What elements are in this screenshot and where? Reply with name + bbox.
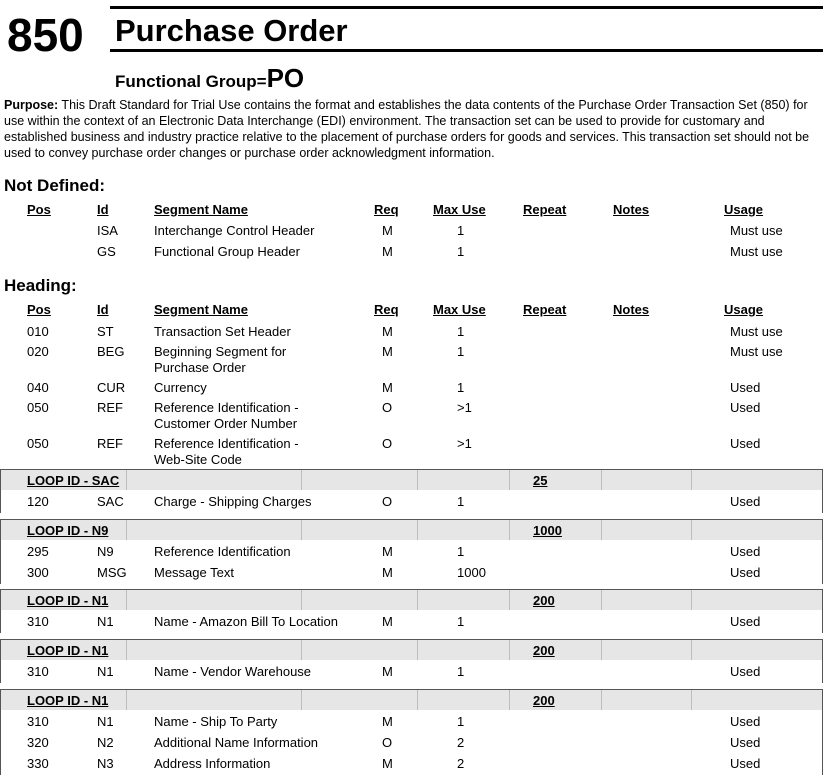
segment-name: Address Information	[154, 756, 271, 771]
segment-name: Reference Identification - Web-Site Code	[154, 436, 299, 467]
segment-pos: 020	[27, 344, 49, 359]
loop-column-divider	[601, 470, 602, 490]
segment-req: M	[382, 714, 393, 729]
loop-column-divider	[691, 590, 692, 610]
segment-req: M	[382, 344, 393, 359]
segment-usage: Used	[730, 494, 761, 509]
segment-name: Interchange Control Header	[154, 223, 315, 238]
segment-req: O	[382, 494, 393, 509]
segment-id: N3	[97, 756, 114, 771]
loop-body	[1, 660, 822, 683]
segment-usage: Must use	[730, 223, 783, 238]
segment-max-use: 1	[457, 664, 465, 679]
segment-id: N9	[97, 544, 114, 559]
loop-column-divider	[417, 470, 418, 490]
functional-group-label: Functional Group=	[115, 72, 267, 91]
segment-usage: Used	[730, 544, 761, 559]
loop-column-divider	[601, 640, 602, 660]
col-max-use: Max Use	[433, 302, 486, 317]
segment-usage: Used	[730, 664, 761, 679]
segment-req: M	[382, 244, 393, 259]
col-req: Req	[374, 302, 399, 317]
loop-repeat: 200	[533, 643, 555, 658]
col-notes: Notes	[613, 302, 650, 317]
segment-usage: Used	[730, 735, 761, 750]
loop-column-divider	[417, 520, 418, 540]
segment-usage: Used	[730, 714, 761, 729]
loop-block	[0, 519, 823, 584]
segment-req: M	[382, 223, 393, 238]
loop-id-label: LOOP ID - N1	[27, 643, 109, 658]
segment-id: ST	[97, 324, 114, 339]
segment-max-use: 1	[457, 614, 465, 629]
segment-req: M	[382, 756, 393, 771]
segment-usage: Used	[730, 400, 761, 415]
segment-max-use: 1	[457, 494, 465, 509]
loop-header	[1, 470, 822, 490]
segment-id: SAC	[97, 494, 124, 509]
segment-pos: 310	[27, 614, 49, 629]
loop-block	[0, 689, 823, 775]
segment-pos: 300	[27, 565, 49, 580]
loop-repeat: 200	[533, 593, 555, 608]
purpose-text: This Draft Standard for Trial Use contains the format and establishes the data contents of the Purchase Order Transaction Set (850) for use within the context of an Electronic Data Interchange (EDI) environment. The transaction set can be used to provide for customary and established business and industry practice relative to the placement of purchase orders for goods and services. This transaction set should not be used to convey purchase order changes or purchase order acknowledgment information.	[4, 98, 810, 160]
loop-id-label: LOOP ID - N1	[27, 593, 109, 608]
segment-name: Reference Identification - Customer Order Number	[154, 400, 299, 431]
loop-column-divider	[691, 520, 692, 540]
segment-usage: Must use	[730, 324, 783, 339]
col-pos: Pos	[27, 202, 51, 217]
loop-header	[1, 640, 822, 660]
segment-req: M	[382, 614, 393, 629]
title-rule-bottom	[110, 49, 823, 52]
loop-body	[1, 490, 822, 513]
segment-max-use: 1000	[457, 565, 486, 580]
segment-req: M	[382, 565, 393, 580]
segment-req: M	[382, 324, 393, 339]
segment-name: Reference Identification	[154, 544, 291, 559]
loop-column-divider	[417, 640, 418, 660]
segment-name: Message Text	[154, 565, 234, 580]
loop-column-divider	[301, 520, 302, 540]
segment-name: Charge - Shipping Charges	[154, 494, 312, 509]
segment-id: REF	[97, 400, 123, 415]
segment-pos: 050	[27, 400, 49, 415]
segment-req: O	[382, 436, 393, 451]
segment-id: N1	[97, 614, 114, 629]
segment-max-use: 1	[457, 324, 465, 339]
col-id: Id	[97, 302, 109, 317]
functional-group	[115, 63, 304, 94]
loop-column-divider	[126, 690, 127, 710]
segment-pos: 330	[27, 756, 49, 771]
segment-name: Name - Vendor Warehouse	[154, 664, 312, 679]
loop-column-divider	[601, 520, 602, 540]
loop-id-label: LOOP ID - N9	[27, 523, 109, 538]
loop-column-divider	[601, 590, 602, 610]
loop-column-divider	[417, 590, 418, 610]
section-title-heading: Heading:	[4, 276, 77, 295]
loop-column-divider	[126, 520, 127, 540]
col-usage: Usage	[724, 302, 764, 317]
loop-column-divider	[301, 640, 302, 660]
segment-id: MSG	[97, 565, 127, 580]
loop-body	[1, 610, 822, 633]
loop-repeat: 25	[533, 473, 548, 488]
loop-column-divider	[126, 470, 127, 490]
segment-id: N1	[97, 664, 114, 679]
purpose-label: Purpose:	[4, 98, 59, 112]
title-rule-top	[110, 6, 823, 9]
segment-usage: Must use	[730, 344, 783, 359]
segment-max-use: 1	[457, 223, 465, 238]
loop-block	[0, 589, 823, 633]
segment-pos: 320	[27, 735, 49, 750]
segment-max-use: 2	[457, 756, 465, 771]
segment-req: M	[382, 380, 393, 395]
loop-column-divider	[509, 590, 510, 610]
segment-pos: 120	[27, 494, 49, 509]
loop-column-divider	[301, 470, 302, 490]
col-repeat: Repeat	[523, 202, 567, 217]
segment-pos: 310	[27, 714, 49, 729]
segment-usage: Used	[730, 436, 761, 451]
loop-column-divider	[126, 640, 127, 660]
segment-req: O	[382, 400, 393, 415]
loop-column-divider	[417, 690, 418, 710]
col-max-use: Max Use	[433, 202, 486, 217]
loop-block	[0, 469, 823, 513]
loop-column-divider	[509, 640, 510, 660]
segment-req: M	[382, 664, 393, 679]
segment-id: ISA	[97, 223, 118, 238]
loop-column-divider	[126, 590, 127, 610]
document-title: Purchase Order	[115, 13, 348, 48]
segment-max-use: 1	[457, 344, 465, 359]
segment-pos: 040	[27, 380, 49, 395]
loop-column-divider	[509, 520, 510, 540]
segment-id: N2	[97, 735, 114, 750]
loop-column-divider	[691, 470, 692, 490]
transaction-set-number: 850	[7, 9, 84, 61]
segment-pos: 050	[27, 436, 49, 451]
loop-id-label: LOOP ID - SAC	[27, 473, 120, 488]
segment-req: M	[382, 544, 393, 559]
segment-name: Transaction Set Header	[154, 324, 291, 339]
loop-id-label: LOOP ID - N1	[27, 693, 109, 708]
segment-usage: Used	[730, 756, 761, 771]
segment-id: N1	[97, 714, 114, 729]
loop-column-divider	[601, 690, 602, 710]
col-repeat: Repeat	[523, 302, 567, 317]
segment-max-use: 1	[457, 244, 465, 259]
segment-id: CUR	[97, 380, 126, 395]
col-pos: Pos	[27, 302, 51, 317]
segment-id: GS	[97, 244, 116, 259]
segment-id: BEG	[97, 344, 125, 359]
loop-column-divider	[301, 590, 302, 610]
segment-pos: 295	[27, 544, 49, 559]
segment-usage: Used	[730, 565, 761, 580]
segment-max-use: 1	[457, 714, 465, 729]
segment-max-use: 1	[457, 380, 465, 395]
loop-column-divider	[691, 690, 692, 710]
segment-req: O	[382, 735, 393, 750]
purpose-paragraph	[4, 97, 822, 161]
loop-repeat: 1000	[533, 523, 562, 538]
segment-max-use: >1	[457, 400, 472, 415]
section-title-not-defined: Not Defined:	[4, 176, 106, 195]
loop-header	[1, 690, 822, 710]
segment-max-use: >1	[457, 436, 472, 451]
loop-header	[1, 520, 822, 540]
loop-body	[1, 710, 822, 775]
segment-name: Name - Ship To Party	[154, 714, 278, 729]
col-id: Id	[97, 202, 109, 217]
loop-repeat: 200	[533, 693, 555, 708]
loop-header	[1, 590, 822, 610]
segment-usage: Used	[730, 380, 761, 395]
segment-max-use: 1	[457, 544, 465, 559]
segment-name: Currency	[154, 380, 207, 395]
functional-group-code: PO	[266, 63, 305, 93]
segment-id: REF	[97, 436, 123, 451]
loop-block	[0, 639, 823, 683]
segment-name: Additional Name Information	[154, 735, 319, 750]
loop-column-divider	[509, 470, 510, 490]
loop-column-divider	[509, 690, 510, 710]
loop-column-divider	[691, 640, 692, 660]
segment-pos: 310	[27, 664, 49, 679]
segment-name: Functional Group Header	[154, 244, 300, 259]
segment-usage: Used	[730, 614, 761, 629]
segment-name: Beginning Segment for Purchase Order	[154, 344, 287, 375]
segment-name: Name - Amazon Bill To Location	[154, 614, 339, 629]
col-segment-name: Segment Name	[154, 302, 248, 317]
segment-usage: Must use	[730, 244, 783, 259]
col-usage: Usage	[724, 202, 764, 217]
col-req: Req	[374, 202, 399, 217]
col-notes: Notes	[613, 202, 650, 217]
loop-body	[1, 540, 822, 584]
segment-pos: 010	[27, 324, 49, 339]
col-segment-name: Segment Name	[154, 202, 248, 217]
loop-column-divider	[301, 690, 302, 710]
segment-max-use: 2	[457, 735, 465, 750]
